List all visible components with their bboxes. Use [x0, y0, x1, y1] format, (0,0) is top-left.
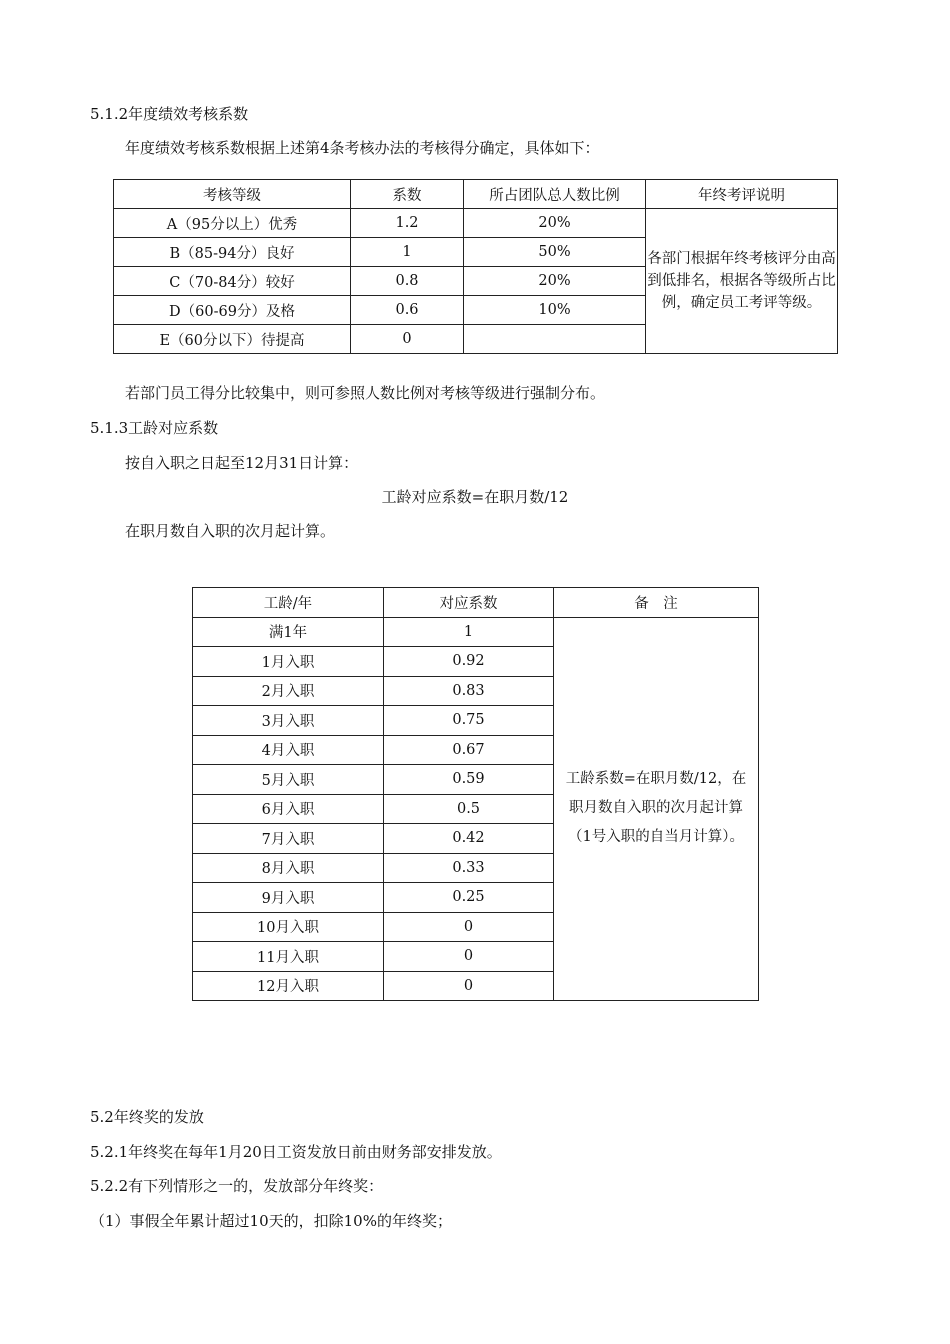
paragraph-5-1-2: 年度绩效考核系数根据上述第4条考核办法的考核得分确定，具体如下： — [125, 139, 600, 157]
header-coefficient: 对应系数 — [384, 588, 554, 618]
table-row — [193, 617, 759, 647]
paragraph-forced-distribution: 若部门员工得分比较集中，则可参照人数比例对考核等级进行强制分布。 — [125, 384, 606, 402]
header-remark: 备 注 — [554, 588, 759, 618]
paragraph-5-1-3: 按自入职之日起至12月31日计算： — [125, 454, 359, 472]
tenure-cell: 8月入职 — [193, 853, 384, 883]
coefficient-cell: 0.6 — [351, 296, 464, 325]
tenure-cell: 11月入职 — [193, 942, 384, 972]
paragraph-5-2-1: 5.2.1年终奖在每年1月20日工资发放日前由财务部安排发放。 — [90, 1143, 502, 1161]
tenure-cell: 12月入职 — [193, 971, 384, 1001]
heading-5-2: 5.2年终奖的发放 — [90, 1108, 204, 1126]
tenure-cell: 1月入职 — [193, 647, 384, 677]
header-tenure: 工龄/年 — [193, 588, 384, 618]
coefficient-cell: 0 — [384, 912, 554, 942]
coefficient-cell: 0.67 — [384, 735, 554, 765]
ratio-cell: 50% — [464, 238, 646, 267]
tenure-cell: 5月入职 — [193, 765, 384, 795]
paragraph-5-2-2-item-1: （1）事假全年累计超过10天的，扣除10%的年终奖； — [90, 1212, 452, 1230]
coefficient-cell: 0 — [351, 325, 464, 354]
coefficient-cell: 0 — [384, 942, 554, 972]
header-ratio: 所占团队总人数比例 — [464, 180, 646, 209]
grade-cell: D（60-69分）及格 — [114, 296, 351, 325]
tenure-cell: 7月入职 — [193, 824, 384, 854]
coefficient-cell: 0.8 — [351, 267, 464, 296]
coefficient-cell: 1.2 — [351, 209, 464, 238]
coefficient-cell: 0.42 — [384, 824, 554, 854]
coefficient-cell: 1 — [351, 238, 464, 267]
paragraph-5-1-3b: 在职月数自入职的次月起计算。 — [125, 522, 336, 540]
coefficient-cell: 1 — [384, 617, 554, 647]
tenure-cell: 3月入职 — [193, 706, 384, 736]
appraisal-grade-table — [113, 179, 838, 354]
appraisal-note-cell: 各部门根据年终考核评分由高到低排名，根据各等级所占比例，确定员工考评等级。 — [646, 209, 838, 354]
ratio-cell — [464, 325, 646, 354]
tenure-note-cell: 工龄系数=在职月数/12，在职月数自入职的次月起计算（1号入职的自当月计算）。 — [554, 617, 759, 1001]
coefficient-cell: 0.33 — [384, 853, 554, 883]
grade-cell: C（70-84分）较好 — [114, 267, 351, 296]
grade-cell: E（60分以下）待提高 — [114, 325, 351, 354]
table-row — [114, 209, 838, 238]
coefficient-cell: 0.75 — [384, 706, 554, 736]
table-header-row — [114, 180, 838, 209]
coefficient-cell: 0.59 — [384, 765, 554, 795]
ratio-cell: 20% — [464, 267, 646, 296]
header-coefficient: 系数 — [351, 180, 464, 209]
tenure-cell: 2月入职 — [193, 676, 384, 706]
paragraph-5-2-2: 5.2.2有下列情形之一的，发放部分年终奖： — [90, 1177, 384, 1195]
header-remark: 年终考评说明 — [646, 180, 838, 209]
ratio-cell: 10% — [464, 296, 646, 325]
heading-5-1-3: 5.1.3工龄对应系数 — [90, 419, 219, 437]
tenure-cell: 4月入职 — [193, 735, 384, 765]
coefficient-cell: 0.92 — [384, 647, 554, 677]
heading-5-1-2: 5.1.2年度绩效考核系数 — [90, 105, 249, 123]
grade-cell: A（95分以上）优秀 — [114, 209, 351, 238]
coefficient-cell: 0.83 — [384, 676, 554, 706]
coefficient-cell: 0.25 — [384, 883, 554, 913]
grade-cell: B（85-94分）良好 — [114, 238, 351, 267]
table-header-row — [193, 588, 759, 618]
tenure-cell: 9月入职 — [193, 883, 384, 913]
ratio-cell: 20% — [464, 209, 646, 238]
tenure-cell: 满1年 — [193, 617, 384, 647]
tenure-coefficient-table — [192, 587, 759, 1001]
formula-line: 工龄对应系数=在职月数/12 — [381, 488, 569, 506]
tenure-cell: 6月入职 — [193, 794, 384, 824]
coefficient-cell: 0 — [384, 971, 554, 1001]
coefficient-cell: 0.5 — [384, 794, 554, 824]
tenure-cell: 10月入职 — [193, 912, 384, 942]
header-grade: 考核等级 — [114, 180, 351, 209]
